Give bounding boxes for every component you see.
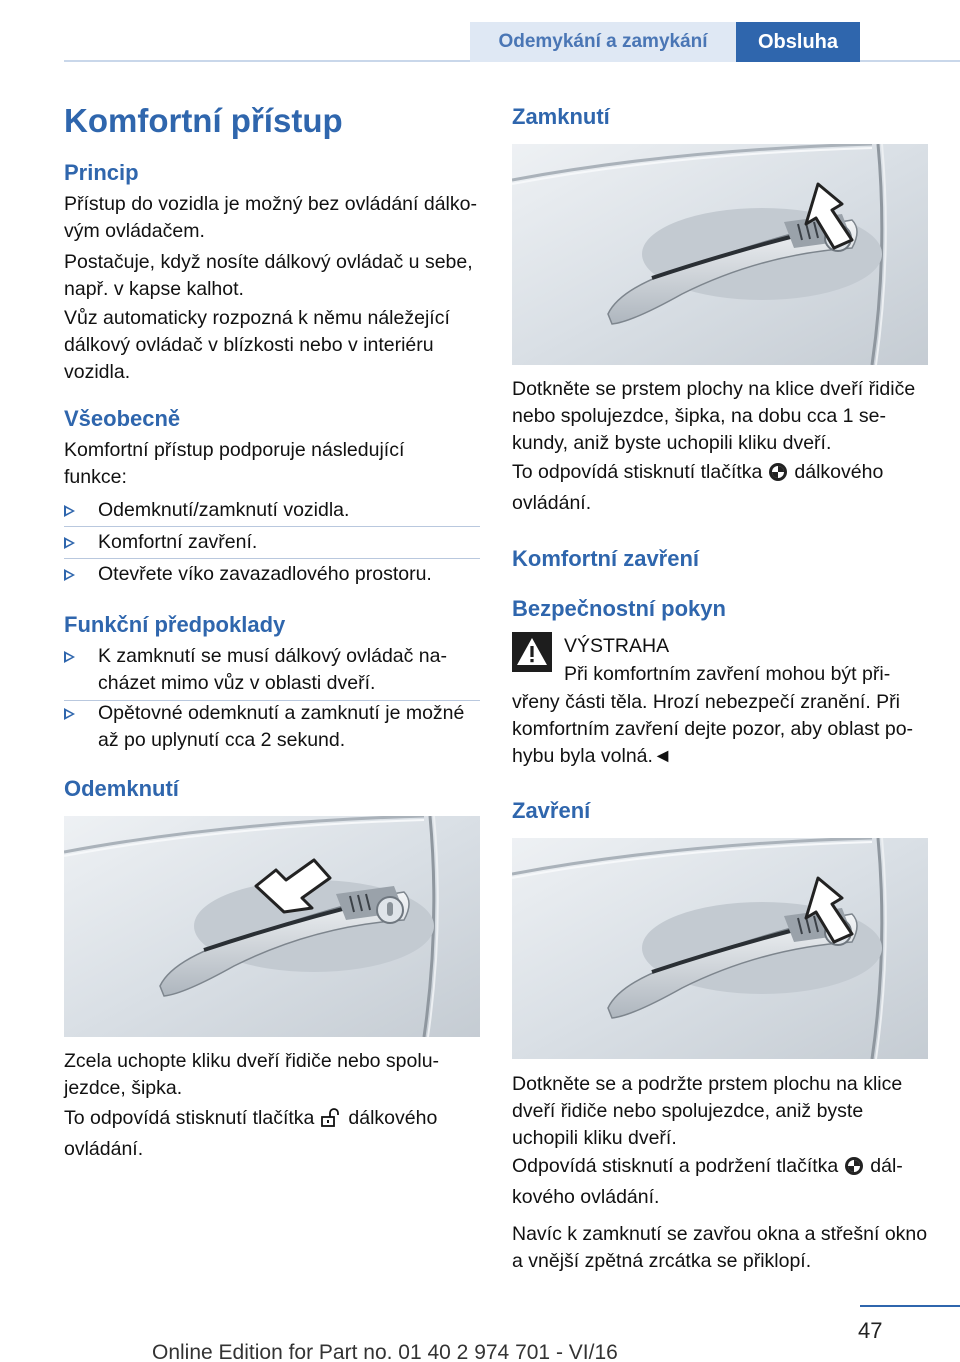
header-chapter: Obsluha <box>736 22 860 62</box>
footer-rule <box>860 1305 960 1307</box>
text-line: hybu byla volná.◄ <box>512 745 673 767</box>
door-handle-illustration <box>64 816 480 1037</box>
text-line: Při komfortním zavření mohou být při- <box>564 663 891 685</box>
warning-triangle-icon <box>512 632 552 672</box>
list-item-text <box>98 643 447 697</box>
text-line: např. v kapse kalhot. <box>64 278 244 300</box>
door-handle-illustration <box>512 144 928 365</box>
text-line: ovládání. <box>512 492 592 514</box>
text-line: komfortním zavření dejte pozor, aby oblast po- <box>512 718 914 740</box>
bullet-triangle-icon <box>64 505 75 517</box>
list-divider <box>64 558 480 559</box>
list-item <box>64 700 480 756</box>
lock-paragraph-2 <box>512 459 883 517</box>
text-line: Dotkněte se prstem plochy na klice dveří řidiče <box>512 378 916 400</box>
text-line: Komfortní přístup podporuje následující <box>64 439 405 461</box>
door-handle-close-image <box>512 838 928 1059</box>
unlock-paragraph-2 <box>64 1105 437 1163</box>
footer-edition: Online Edition for Part no. 01 40 2 974 701 - VI/16 <box>152 1341 618 1362</box>
text-line: Dotkněte se a podržte prstem plochu na klice <box>512 1073 903 1095</box>
text-line: cházet mimo vůz v oblasti dveří. <box>98 672 376 694</box>
text-line: Zcela uchopte kliku dveří řidiče nebo spolu- <box>64 1050 440 1072</box>
text-fragment: To odpovídá stisknutí tlačítka <box>64 1107 315 1129</box>
list-item-text: Otevřete víko zavazadlového prostoru. <box>98 563 432 585</box>
bullet-triangle-icon <box>64 569 75 581</box>
princip-paragraph-1 <box>64 191 477 245</box>
text-line: vozidla. <box>64 361 131 383</box>
requirements-heading: Funkční předpoklady <box>64 612 286 637</box>
text-line: uchopili kliku dveří. <box>512 1127 677 1149</box>
list-item-text: Komfortní zavření. <box>98 531 258 553</box>
unlock-icon <box>320 1108 342 1136</box>
close-paragraph-1 <box>512 1071 902 1152</box>
close-paragraph-2 <box>512 1153 903 1211</box>
page-number: 47 <box>858 1318 883 1343</box>
list-item-text <box>98 700 464 754</box>
list-item-text: Odemknutí/zamknutí vozidla. <box>98 499 350 521</box>
text-line: ovládání. <box>64 1138 144 1160</box>
text-line <box>512 1153 903 1184</box>
text-line: dálkový ovládač v blízkosti nebo v interiéru <box>64 334 434 356</box>
lock-paragraph-1 <box>512 376 915 457</box>
warning-title: VÝSTRAHA <box>564 635 670 657</box>
text-line: Vůz automaticky rozpozná k němu náležející <box>64 307 450 329</box>
close-paragraph-3 <box>512 1221 927 1275</box>
door-handle-lock-image <box>512 144 928 365</box>
text-line: jezdce, šipka. <box>64 1077 183 1099</box>
list-divider <box>64 526 480 527</box>
text-line: nebo spolujezdce, šipka, na dobu cca 1 se- <box>512 405 886 427</box>
bullet-triangle-icon <box>64 651 75 663</box>
text-line: Přístup do vozidla je možný bez ovládání dálko- <box>64 193 477 215</box>
unlock-paragraph-1 <box>64 1048 439 1102</box>
bullet-triangle-icon <box>64 708 75 720</box>
lock-heading: Zamknutí <box>512 104 610 129</box>
list-item <box>64 497 480 525</box>
text-line: Navíc k zamknutí se zavřou okna a střešní okno <box>512 1223 928 1245</box>
comfort-close-heading: Komfortní zavření <box>512 546 700 571</box>
princip-heading: Princip <box>64 160 139 185</box>
text-fragment: dál- <box>870 1155 903 1177</box>
bmw-logo-icon <box>768 462 788 490</box>
text-line: vým ovládačem. <box>64 220 205 242</box>
close-heading: Zavření <box>512 798 591 823</box>
door-handle-illustration <box>512 838 928 1059</box>
bmw-logo-icon <box>844 1156 864 1184</box>
header-section: Odemykání a zamykání <box>470 22 736 62</box>
text-fragment: dálkového <box>348 1107 438 1129</box>
text-line: až po uplynutí cca 2 sekund. <box>98 729 346 751</box>
text-line <box>64 1105 437 1136</box>
list-item <box>64 561 480 589</box>
page-title: Komfortní přístup <box>64 102 343 139</box>
text-line: kového ovládání. <box>512 1186 660 1208</box>
unlock-heading: Odemknutí <box>64 776 179 801</box>
text-fragment: Odpovídá stisknutí a podržení tlačítka <box>512 1155 839 1177</box>
text-line: vřeny části těla. Hrozí nebezpečí zranění. Při <box>512 691 901 713</box>
text-line: dveří řidiče nebo spolujezdce, aniž byste <box>512 1100 864 1122</box>
text-line: Postačuje, když nosíte dálkový ovládač u sebe, <box>64 251 473 273</box>
text-fragment: To odpovídá stisknutí tlačítka <box>512 461 763 483</box>
princip-paragraph-2 <box>64 249 473 303</box>
text-fragment: dálkového <box>794 461 884 483</box>
princip-paragraph-3 <box>64 305 450 386</box>
warning-body <box>512 689 913 770</box>
list-item <box>64 643 480 699</box>
general-heading: Všeobecně <box>64 406 181 431</box>
text-line: a vnější zpětná zrcátka se přiklopí. <box>512 1250 812 1272</box>
door-handle-unlock-image <box>64 816 480 1037</box>
text-line: K zamknutí se musí dálkový ovládač na- <box>98 645 447 667</box>
general-paragraph <box>64 437 404 491</box>
text-line: kundy, aniž byste uchopili kliku dveří. <box>512 432 832 454</box>
text-line: Opětovné odemknutí a zamknutí je možné <box>98 702 465 724</box>
list-item <box>64 529 480 557</box>
bullet-triangle-icon <box>64 537 75 549</box>
safety-heading: Bezpečnostní pokyn <box>512 596 726 621</box>
text-line <box>512 459 883 490</box>
text-line: funkce: <box>64 466 127 488</box>
